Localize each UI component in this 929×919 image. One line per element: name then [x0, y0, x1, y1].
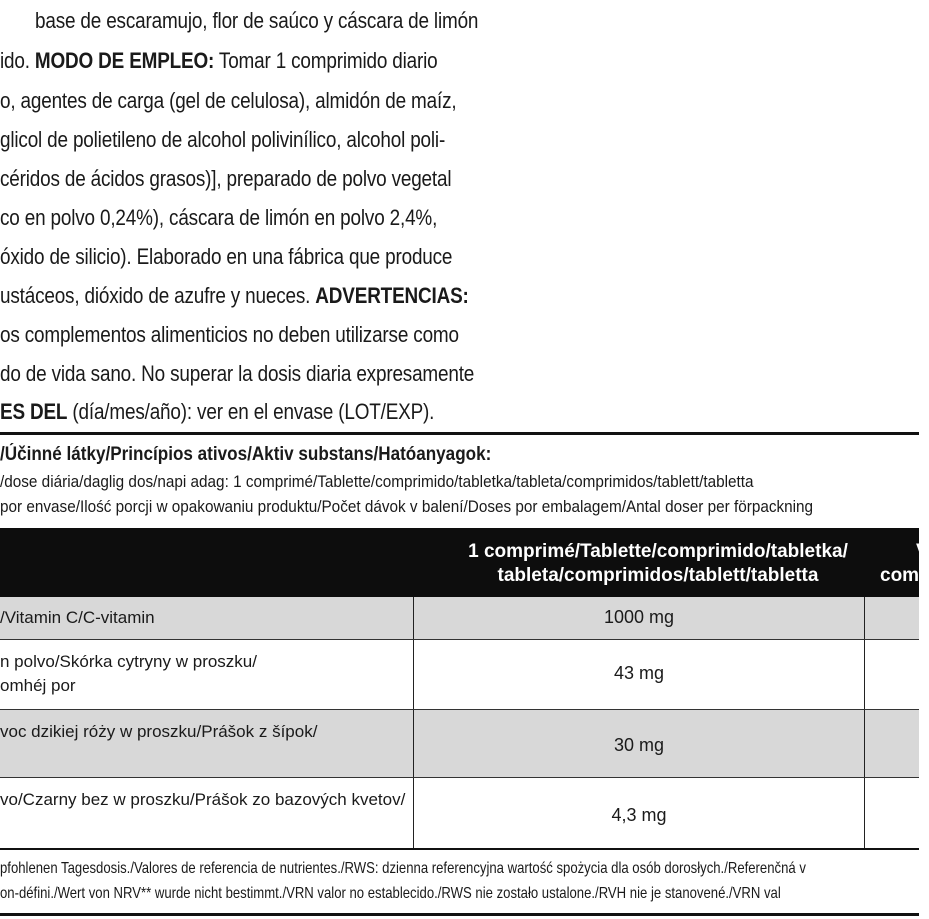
- header-reference-values: V com: [880, 541, 929, 586]
- table-bottom-border: [0, 848, 919, 850]
- para-line-10: do de vida sano. No superar la dosis diaria expresamente: [0, 361, 475, 386]
- column-divider: [864, 597, 865, 849]
- footnote-line-1: pfohlenen Tagesdosis./Valores de referencia de nutrientes./RWS: dzienna referencyjna wartość spożycia dla osób dorosłych./Referenčná v: [0, 860, 806, 877]
- table-row: [0, 777, 919, 849]
- ingredient-name: voc dzikiej róży w proszku/Prášok z šípok/: [0, 722, 318, 741]
- para-line-7: óxido de silicio). Elaborado en una fábrica que produce: [0, 244, 453, 269]
- para-line-5: céridos de ácidos grasos)], preparado de polvo vegetal: [0, 166, 452, 191]
- daily-dose-line: /dose diária/daglig dos/napi adag: 1 comprimé/Tablette/comprimido/tabletka/tableta/comprimidos/tablett/tabletta: [0, 472, 754, 491]
- portions-line: por envase/Ilość porcji w opakowaniu produktu/Počet dávok v balení/Doses por embalagem/Antal doser per förpackning: [0, 497, 814, 516]
- row-divider: [0, 777, 919, 778]
- table-row: [0, 639, 919, 709]
- table-header: [0, 528, 929, 597]
- row-divider: [0, 709, 919, 710]
- column-divider: [413, 597, 414, 849]
- ingredient-amount: 43 mg: [613, 663, 665, 683]
- ingredient-name: n polvo/Skórka cytryny w proszku/: [0, 652, 257, 671]
- ingredient-amount: 30 mg: [613, 735, 665, 755]
- ingredient-name: vo/Czarny bez w proszku/Prášok zo bazových kvetov/: [0, 790, 406, 809]
- header-per-tablet: 1 comprimé/Tablette/comprimido/tabletka/ tableta/comprimidos/tablett/tabletta: [468, 541, 848, 586]
- para-line-8: ustáceos, dióxido de azufre y nueces. ADVERTENCIAS:: [0, 283, 469, 308]
- ingredient-amount: 1000 mg: [603, 607, 675, 627]
- para-line-6: co en polvo 0,24%), cáscara de limón en polvo 2,4%,: [0, 205, 438, 230]
- ingredient-name-cont: omhéj por: [0, 676, 76, 695]
- para-line-9: os complementos alimenticios no deben utilizarse como: [0, 322, 459, 347]
- para-line-4: glicol de polietileno de alcohol polivinílico, alcohol poli-: [0, 127, 446, 152]
- para-line-3: o, agentes de carga (gel de celulosa), almidón de maíz,: [0, 88, 457, 113]
- footnote-line-2: on-défini./Wert von NRV** wurde nicht bestimmt./VRN valor no establecido./RWS nie zostało ustalone./RVH nie je stanovené./VRN val: [0, 885, 781, 902]
- row-divider: [0, 639, 919, 640]
- nutrition-table: [0, 528, 929, 849]
- ingredient-amount: 4,3 mg: [611, 805, 667, 825]
- para-line-2: ido. MODO DE EMPLEO: Tomar 1 comprimido diario: [0, 48, 438, 73]
- section-divider-bottom: [0, 913, 919, 916]
- table-row: [0, 709, 919, 777]
- table-row: [0, 597, 919, 639]
- para-line-11: ES DEL (día/mes/año): ver en el envase (LOT/EXP).: [0, 399, 435, 424]
- active-ingredients-title: /Účinné látky/Princípios ativos/Aktiv substans/Hatóanyagok:: [0, 444, 492, 465]
- section-divider-top: [0, 432, 919, 435]
- para-line-1: base de escaramujo, flor de saúco y cáscara de limón: [35, 8, 479, 33]
- ingredient-name: /Vitamin C/C-vitamin: [0, 608, 155, 627]
